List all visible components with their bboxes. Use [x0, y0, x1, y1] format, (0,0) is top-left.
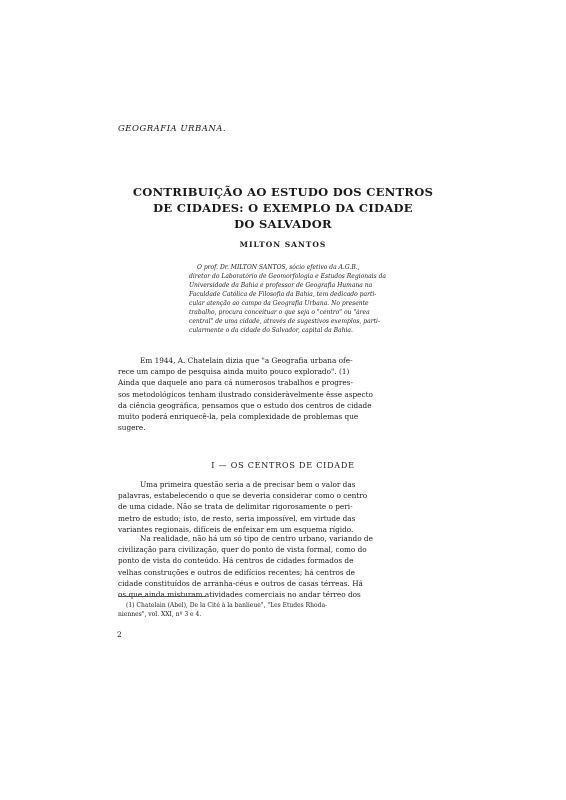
bio-line: Universidade da Bahia e professor de Geografia Humana na	[189, 282, 373, 289]
footnote-line: (1) Chatelain (Abel), De la Cité à la banlieue", "Les Etudes Rhoda-	[126, 602, 328, 609]
paragraph-line: Na realidade, não há um só tipo de centro urbano, variando de	[140, 534, 373, 543]
paragraph-line: velhas construções e outros de edifícios recentes; há centros de	[118, 567, 355, 577]
paragraph-line: cidade constituídos de arranha-céus e outros de casas térreas. Há	[118, 578, 363, 588]
author-bio	[189, 263, 455, 335]
paragraph-line: Ainda que daquele ano para cá numerosos trabalhos e progres-	[118, 378, 353, 388]
footnote-divider	[118, 596, 206, 597]
paragraph-line: metro de estudo; isto, de resto, seria impossível, em virtude das	[118, 513, 356, 523]
paragraph-line: sos metodológicos tenham ilustrado consideràvelmente êsse aspecto	[118, 389, 373, 399]
paragraph-types	[118, 533, 455, 600]
footnote-line: niennes", vol. XXI, nº 3 e 4.	[118, 611, 202, 618]
page-number: 2	[117, 630, 122, 639]
paragraph-line: civilização para civilização, quer do ponto de vista formal, como do	[118, 545, 367, 555]
author-name: MILTON SANTOS	[239, 240, 327, 249]
paragraph-line: Em 1944, A. Chatelain dizia que "a Geografia urbana ofe-	[140, 356, 353, 365]
footnote	[118, 601, 455, 619]
bio-line: central" de uma cidade, através de sugestivos exemplos, parti-	[189, 318, 380, 325]
bio-line: trabalho, procura conceituar o que seja o "centro" ou "área	[189, 309, 370, 316]
paragraph-line: ponto de vista do conteúdo. Há centros de cidades formados de	[118, 556, 354, 566]
bio-line: O prof. Dr. MILTON SANTOS, sócio efetivo da A.G.B.,	[197, 264, 360, 271]
section-heading: I — OS CENTROS DE CIDADE	[211, 461, 355, 470]
paragraph-line: palavras, estabelecendo o que se deveria considerar como o centro	[118, 491, 368, 501]
intro-paragraph	[118, 355, 455, 433]
paragraph-definition	[118, 479, 455, 535]
paragraph-line: sugere.	[118, 423, 146, 433]
paragraph-line: muito poderá enriquecê-la, pela complexidade de problemas que	[118, 412, 359, 422]
paragraph-line: variantes regionais, difíceis de enfeixar em um esquema rígido.	[118, 524, 354, 534]
bio-line: cularmente o da cidade do Salvador, capital da Bahia.	[189, 327, 353, 334]
bio-line: cular atenção ao campo da Geografia Urbana. No presente	[189, 300, 369, 307]
bio-line: diretor do Laboratório de Geomorfologia e Estudos Regionais da	[189, 273, 386, 280]
paragraph-line: Uma primeira questão seria a de precisar bem o valor das	[140, 480, 356, 489]
bio-line: Faculdade Católica de Filosofia da Bahia, tem dedicado parti-	[189, 291, 377, 298]
paragraph-line: os que ainda misturam atividades comerciais no andar térreo dos	[118, 590, 361, 600]
title-line: DE CIDADES: O EXEMPLO DA CIDADE	[153, 201, 413, 215]
title-line: DO SALVADOR	[234, 217, 332, 231]
title-line: CONTRIBUIÇÃO AO ESTUDO DOS CENTROS	[132, 185, 434, 199]
paragraph-line: rece um campo de pesquisa ainda muito pouco explorado". (1)	[118, 367, 350, 377]
section-header: GEOGRAFIA URBANA.	[118, 124, 227, 134]
paragraph-line: da ciência geográfica, pensamos que o estudo dos centros de cidade	[118, 400, 372, 410]
paragraph-line: de uma cidade. Não se trata de delimitar rigorosamente o peri-	[118, 502, 353, 512]
article-title	[110, 184, 456, 232]
